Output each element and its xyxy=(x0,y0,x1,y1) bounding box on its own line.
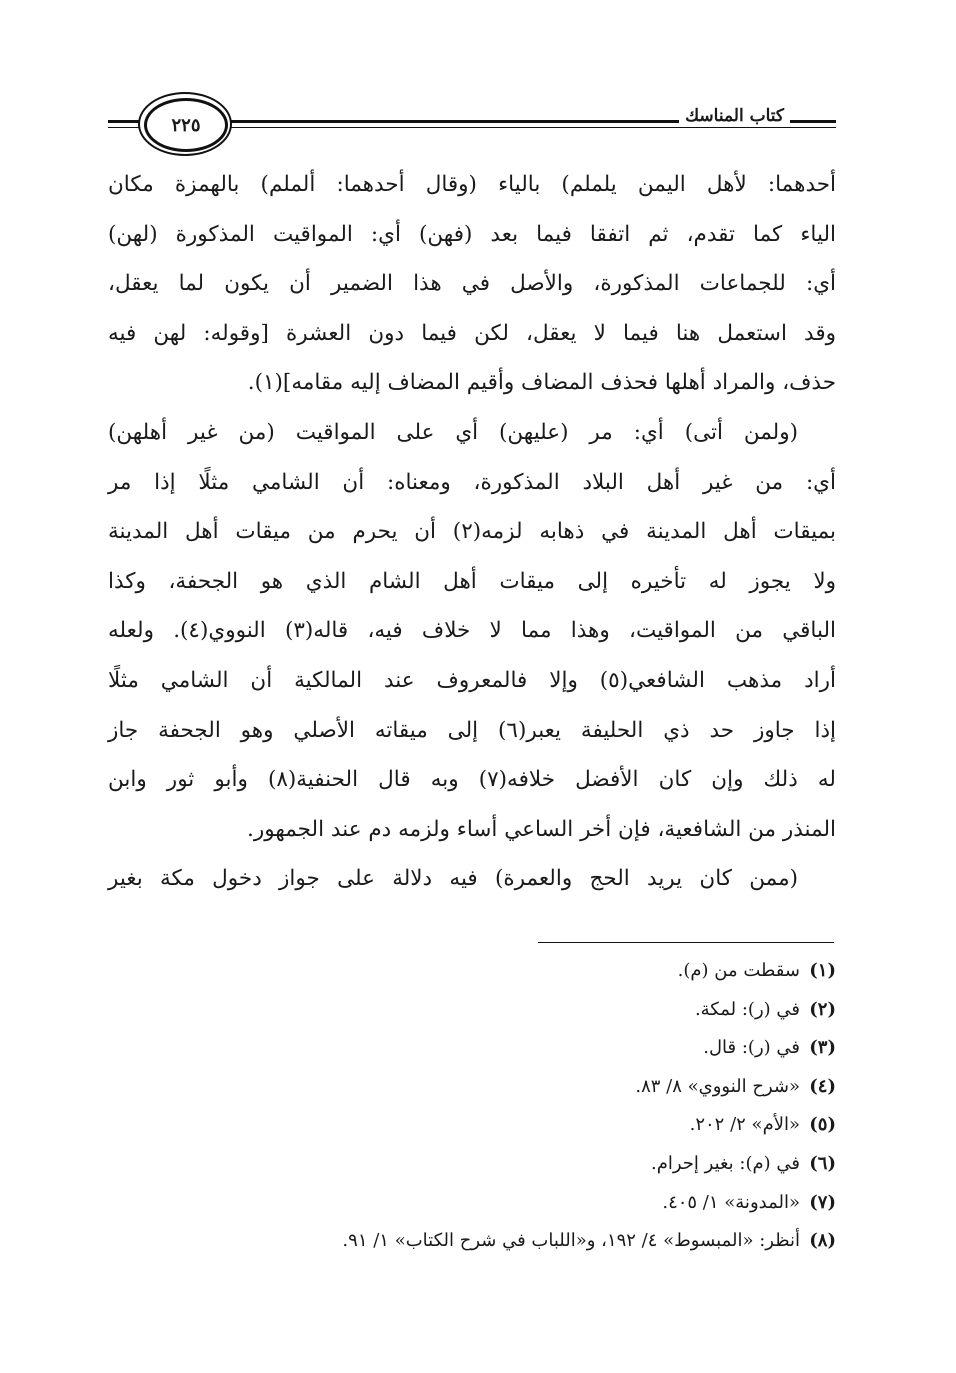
footnote-text: «الأم» ٢/ ٢٠٢. xyxy=(689,1114,800,1136)
text-line: أي: للجماعات المذكورة، والأصل في هذا الضمير أن يكون لما يعقل، xyxy=(108,271,836,297)
footnote-text: سقطت من (م). xyxy=(677,960,800,981)
header-title: كتاب المناسك xyxy=(679,106,790,126)
footnote xyxy=(108,991,836,1030)
text-line: الباقي من المواقيت، وهذا مما لا خلاف فيه، قاله(٣) النووي(٤). ولعله xyxy=(108,618,836,644)
footnote-number: (٣) xyxy=(809,1037,836,1059)
footnote-number: (٧) xyxy=(809,1191,836,1213)
footnote-text: أنظر: «المبسوط» ٤/ ١٩٢، و«اللباب في شرح الكتاب» ١/ ٩١. xyxy=(342,1230,800,1252)
footnote xyxy=(108,1184,836,1223)
footnote-number: (١) xyxy=(809,960,836,981)
footnote-number: (٥) xyxy=(809,1114,836,1136)
footnote-number: (٨) xyxy=(809,1230,836,1252)
footnote-number: (٦) xyxy=(809,1152,836,1174)
text-line: (ولمن أتى) أي: مر (عليهن) أي على المواقيت (من غير أهلهن) xyxy=(108,419,798,445)
footnote xyxy=(108,1145,836,1184)
footnote xyxy=(108,1106,836,1145)
text-line: المنذر من الشافعية، فإن أخر الساعي أساء ولزمه دم عند الجمهور. xyxy=(247,816,836,842)
text-line: حذف، والمراد أهلها فحذف المضاف وأقيم المضاف إليه مقامه](١). xyxy=(247,370,836,396)
page-header xyxy=(108,92,836,162)
main-text xyxy=(108,160,836,904)
footnote-text: في (م): بغير إحرام. xyxy=(650,1152,800,1174)
footnote-number: (٤) xyxy=(809,1075,836,1097)
footnote xyxy=(108,952,836,991)
text-line: الياء كما تقدم، ثم اتفقا فيما بعد (فهن) أي: المواقيت المذكورة (لهن) xyxy=(108,221,836,247)
text-line: إذا جاوز حد ذي الحليفة يعبر(٦) إلى ميقاته الأصلي وهو الجحفة جاز xyxy=(108,717,836,743)
footnote xyxy=(108,1068,836,1107)
text-line: له ذلك وإن كان الأفضل خلافه(٧) وبه قال الحنفية(٨) وأبو ثور وابن xyxy=(108,767,836,793)
footnote-separator xyxy=(538,942,834,943)
text-line: أراد مذهب الشافعي(٥) وإلا فالمعروف عند المالكية أن الشامي مثلًا xyxy=(108,667,836,693)
footnote-text: في (ر): لمكة. xyxy=(694,998,800,1020)
footnote-number: (٢) xyxy=(809,998,836,1020)
text-line: وقد استعمل هنا فيما لا يعقل، لكن فيما دون العشرة [وقوله: لهن فيه xyxy=(108,320,836,346)
text-line: أحدهما: لأهل اليمن يلملم) بالياء (وقال أحدهما: ألملم) بالهمزة مكان xyxy=(108,172,836,197)
text-line: بميقات أهل المدينة في ذهابه لزمه(٢) أن يحرم من ميقات أهل المدينة xyxy=(108,519,837,545)
footnote-text: «المدونة» ١/ ٤٠٥. xyxy=(662,1191,800,1213)
footnote xyxy=(108,1222,836,1261)
text-line: أي: من غير أهل البلاد المذكورة، ومعناه: أن الشامي مثلًا إذا مر xyxy=(108,469,836,495)
text-line: ولا يجوز له تأخيره إلى ميقات أهل الشام الذي هو الجحفة، وكذا xyxy=(108,568,836,594)
footnotes xyxy=(108,952,836,1261)
footnote-text: في (ر): قال. xyxy=(703,1037,800,1059)
footnote-text: «شرح النووي» ٨/ ٨٣. xyxy=(635,1075,800,1097)
text-line: (ممن كان يريد الحج والعمرة) فيه دلالة على جواز دخول مكة بغير xyxy=(108,866,798,892)
page-number: ٢٢٥ xyxy=(144,98,228,152)
footnote xyxy=(108,1029,836,1068)
